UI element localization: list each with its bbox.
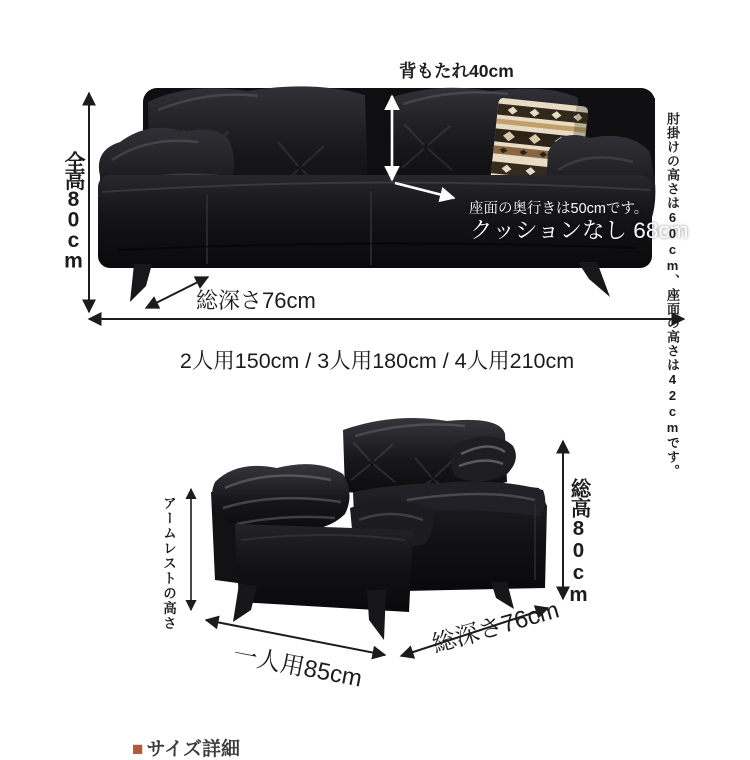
cutoff-section-title: [132, 739, 272, 760]
cutoff-section-text: サイズ詳細: [146, 739, 240, 760]
seat-depth-note: 座面の奥行きは50cmです。: [469, 201, 649, 217]
armrest-seat-height-note: 肘掛けの高さは60cm、座面の高さは42cmです。: [665, 112, 680, 478]
no-cushion-height-label: クッションなし 68cm: [470, 218, 689, 243]
section-bullet-icon: ■: [132, 739, 144, 760]
chair-total-height-label: 総高80cm: [567, 478, 590, 605]
total-depth-label-top: 総深さ76cm: [196, 288, 316, 313]
total-height-label: 全高80cm: [62, 151, 85, 270]
seat-depth-arrow: [395, 183, 454, 198]
seat-width-options-label: 2人用150cm / 3人用180cm / 4人用210cm: [179, 349, 575, 373]
backrest-height-label: 背もたれ40cm: [399, 61, 514, 81]
single-seater-width-label: 一人用85cm: [230, 641, 365, 693]
total-depth-label-bottom: 総深さ76cm: [429, 596, 563, 659]
armrest-height-label: アームレストの高さ: [161, 496, 176, 631]
